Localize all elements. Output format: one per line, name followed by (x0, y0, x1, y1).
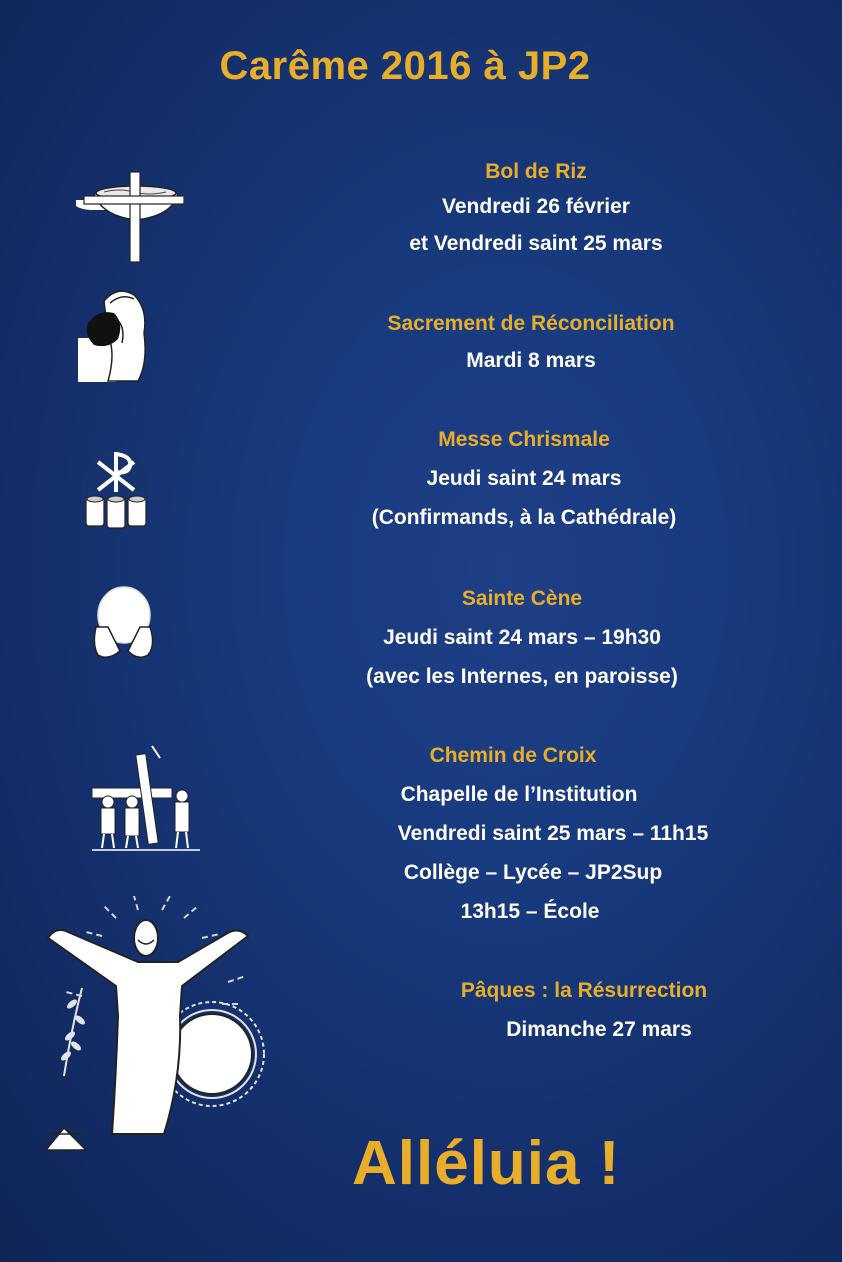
event-messe-chrismale (284, 428, 764, 530)
event-paques (344, 979, 824, 1042)
page-title: Carême 2016 à JP2 (219, 44, 591, 88)
event-reconciliation (291, 312, 771, 373)
event-date: Vendredi saint 25 mars – 11h15 (397, 822, 709, 845)
event-date: Jeudi saint 24 mars – 19h30 (383, 626, 661, 649)
event-sainte-cene (282, 587, 762, 689)
event-audience: Collège – Lycée – JP2Sup (403, 861, 663, 884)
cross-bearers-icon (92, 744, 202, 854)
event-heading: Pâques : la Résurrection (460, 979, 708, 1002)
event-note: (Confirmands, à la Cathédrale) (371, 506, 677, 529)
event-date: et Vendredi saint 25 mars (409, 232, 663, 255)
event-heading: Sacrement de Réconciliation (387, 312, 675, 335)
event-heading: Messe Chrismale (438, 428, 610, 451)
event-date: Vendredi 26 février (442, 195, 630, 218)
event-heading: Bol de Riz (485, 160, 587, 183)
embrace-icon (78, 283, 156, 383)
event-date: Dimanche 27 mars (506, 1018, 692, 1041)
event-date: Jeudi saint 24 mars (426, 467, 622, 490)
event-heading: Chemin de Croix (429, 744, 597, 767)
event-date: Mardi 8 mars (466, 349, 596, 372)
chi-rho-icon (80, 448, 152, 532)
event-note: (avec les Internes, en paroisse) (366, 665, 678, 688)
risen-christ-icon (42, 896, 272, 1178)
event-location: Chapelle de l’Institution (400, 783, 638, 806)
event-time: 13h15 – École (460, 900, 600, 923)
host-hands-icon (90, 585, 156, 663)
closing-alleluia: Alléluia ! (352, 1129, 621, 1198)
bowl-cross-icon (74, 166, 184, 266)
event-chemin-de-croix (292, 744, 772, 924)
event-heading: Sainte Cène (461, 587, 583, 610)
event-bol-de-riz (296, 160, 776, 256)
